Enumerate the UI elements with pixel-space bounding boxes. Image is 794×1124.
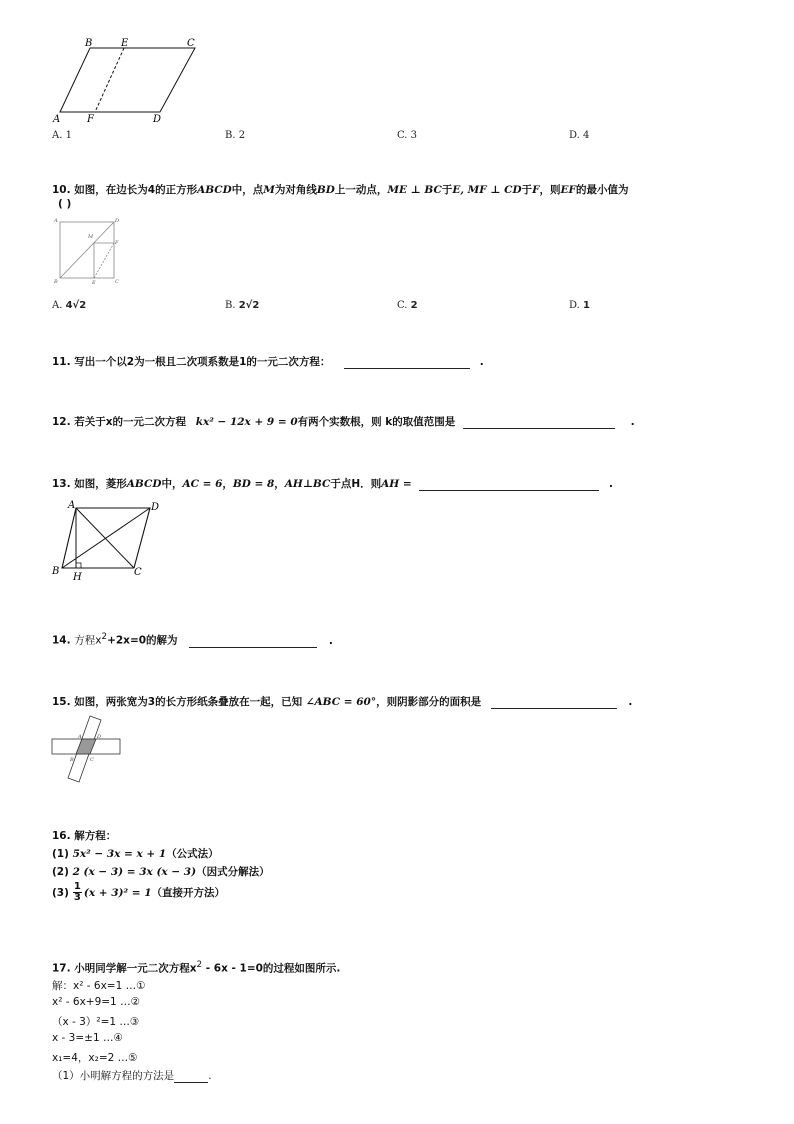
- q9-label-b: B: [85, 38, 93, 49]
- q12-question: [52, 414, 635, 429]
- q13-label-b: B: [52, 566, 60, 577]
- q10-option-b: [225, 300, 259, 311]
- q10-cond1: ME ⊥ BC: [387, 184, 442, 196]
- q16-title: 16. 解方程：: [52, 830, 117, 842]
- q17-step-2: x² - 6x+9=1 …②: [52, 996, 140, 1008]
- q14-text: +2x=0的解为: [107, 634, 178, 647]
- q16-item-method: （因式分解法）: [196, 866, 270, 878]
- q10-f: F: [532, 184, 540, 196]
- q10-option-letter: D.: [569, 300, 580, 311]
- q11-text: 写出一个以2为一根且二次项系数是1的一元二次方程：: [74, 356, 331, 368]
- q9-label-c: C: [187, 38, 195, 49]
- q16-item-num: (1): [52, 848, 69, 860]
- q16-item-method: （公式法）: [166, 848, 219, 860]
- q10-text: 中，点: [231, 184, 264, 196]
- q15-text: 如图，两张宽为3的长方形纸条叠放在一起，已知: [74, 696, 303, 708]
- q10-option-c: [397, 300, 418, 311]
- q15-text: ，则阴影部分的面积是: [376, 696, 482, 708]
- q10-text: 如图，在边长为4的正方形: [74, 184, 198, 196]
- q14-answer-blank[interactable]: [189, 635, 317, 648]
- q13-ac: AC = 6: [182, 478, 223, 490]
- q14-exponent: 2: [101, 632, 108, 642]
- q9-label-e: E: [121, 38, 129, 49]
- q13-text: 中，: [161, 478, 183, 490]
- q16-item-equation: 2 (x − 3) = 3x (x − 3): [72, 866, 197, 878]
- q10-answer-paren: ( ): [58, 198, 72, 210]
- q13-ah-perp: AH⊥BC: [284, 478, 331, 490]
- q17-sub1-text: （1）小明解方程的方法是: [52, 1070, 175, 1082]
- q13-text: 于点H．则: [330, 478, 382, 490]
- q13-label-d: D: [151, 502, 160, 513]
- q13-ah-eq: AH =: [381, 478, 412, 490]
- q10-label-c: C: [115, 279, 119, 285]
- q16-item-num: (3): [52, 886, 69, 899]
- q10-option-value: 2√2: [238, 300, 260, 311]
- q17-title: [52, 960, 340, 976]
- q13-text: ，: [274, 478, 285, 490]
- q9-parallelogram-figure: [45, 36, 235, 124]
- q10-abcd: ABCD: [197, 184, 232, 196]
- q13-answer-blank[interactable]: [419, 478, 599, 491]
- q10-number: 10.: [52, 184, 71, 196]
- q9-label-a: A: [53, 114, 61, 124]
- q10-label-a: A: [54, 218, 58, 224]
- q9-label-f: F: [87, 114, 94, 124]
- q17-sub1-blank[interactable]: [174, 1071, 208, 1083]
- q11-answer-blank[interactable]: [344, 356, 470, 369]
- q17-step-4: x - 3=±1 …④: [52, 1032, 123, 1044]
- q16-item-equation: 5x² − 3x = x + 1: [72, 848, 167, 860]
- q13-label-c: C: [134, 567, 142, 578]
- q17-subquestion-1: [52, 1068, 212, 1083]
- q16-item-equation: (x + 3)² = 1: [83, 886, 152, 899]
- q16-item-2: [52, 864, 270, 879]
- q16-fraction-numerator: 1: [73, 881, 81, 892]
- q12-number: 12.: [52, 416, 71, 428]
- q10-cond2: E, MF ⊥ CD: [452, 184, 522, 196]
- q16-item-3: [52, 882, 225, 903]
- q10-text: 于: [521, 184, 533, 196]
- q17-step-1: 解：x² - 6x=1 …①: [52, 980, 146, 992]
- q13-end: .: [609, 478, 613, 490]
- q10-option-value: 2: [410, 300, 418, 311]
- q17-step-3: （x - 3）²=1 …③: [52, 1016, 140, 1028]
- q15-label-b: B: [70, 757, 74, 763]
- q10-text: 上一动点，: [334, 184, 388, 196]
- q10-label-e: E: [92, 280, 96, 286]
- q9-option-a: A. 1: [52, 130, 72, 141]
- q13-bd: BD = 8: [232, 478, 275, 490]
- q10-text: 于: [441, 184, 453, 196]
- q10-text: 的最小值为: [576, 184, 629, 196]
- q10-text: ，则: [539, 184, 561, 196]
- q16-item-1: [52, 846, 219, 861]
- q13-text: 如图，菱形: [74, 478, 127, 490]
- q12-equation: kx² − 12x + 9 = 0: [195, 416, 298, 428]
- q9-option-d: D. 4: [569, 130, 590, 141]
- q15-label-c: C: [90, 757, 94, 763]
- q10-option-value: 1: [583, 300, 590, 311]
- q13-question: [52, 476, 613, 491]
- q9-option-c: C. 3: [397, 130, 418, 141]
- q11-question: [52, 354, 484, 369]
- q10-label-b: B: [54, 279, 58, 285]
- q15-number: 15.: [52, 696, 71, 708]
- q13-text: ，: [222, 478, 233, 490]
- q10-bd: BD: [316, 184, 335, 196]
- q10-m: M: [263, 184, 275, 196]
- q16-fraction: [73, 882, 82, 903]
- q10-square-figure: [52, 216, 122, 286]
- q17-step-5: x₁=4，x₂=2 …⑤: [52, 1052, 138, 1064]
- q16-fraction-denominator: 3: [73, 892, 81, 903]
- q10-option-letter: C.: [397, 300, 408, 311]
- q9-label-d: D: [153, 114, 162, 124]
- q12-text: 若关于x的一元二次方程: [74, 416, 187, 428]
- q15-answer-blank[interactable]: [491, 696, 617, 709]
- q17-title-text: 17. 小明同学解一元二次方程x: [52, 962, 197, 975]
- q10-label-m: M: [88, 234, 94, 240]
- q10-option-value: 4√2: [65, 300, 87, 311]
- q12-answer-blank[interactable]: [463, 416, 615, 429]
- q9-option-b: B. 2: [225, 130, 246, 141]
- q14-number: 14.: [52, 634, 71, 647]
- q16-item-method: （直接开方法）: [151, 887, 225, 899]
- q10-text: 为对角线: [274, 184, 317, 196]
- q14-end: .: [328, 634, 333, 647]
- q15-angle: ∠ABC = 60°: [305, 696, 377, 708]
- q14-text: 方程x: [74, 634, 102, 647]
- q12-end: .: [630, 416, 635, 428]
- q12-text: 有两个实数根，则 k的取值范围是: [297, 416, 456, 428]
- q13-abcd: ABCD: [126, 478, 162, 490]
- q10-question: [52, 182, 629, 197]
- q11-number: 11.: [52, 356, 71, 368]
- q15-strips-figure: [50, 712, 130, 784]
- q10-option-d: [569, 300, 590, 311]
- q10-option-letter: A.: [52, 300, 63, 311]
- q15-question: [52, 694, 632, 709]
- q10-option-a: [52, 300, 86, 311]
- q13-label-h: H: [73, 572, 82, 583]
- q17-sub1-end: .: [208, 1070, 212, 1082]
- q13-label-a: A: [68, 500, 76, 511]
- q10-label-f: F: [115, 240, 119, 246]
- q15-label-d: D: [97, 734, 102, 740]
- q10-ef: EF: [560, 184, 577, 196]
- q15-end: .: [628, 696, 633, 708]
- q13-rhombus-figure: [48, 498, 168, 584]
- q15-label-a: A: [78, 734, 82, 740]
- q17-exponent: 2: [196, 960, 203, 970]
- q10-label-d: D: [115, 218, 120, 224]
- q17-title-text: - 6x - 1=0的过程如图所示.: [202, 962, 341, 975]
- q11-end: .: [479, 356, 484, 368]
- q13-number: 13.: [52, 478, 71, 490]
- q16-item-num: (2): [52, 866, 69, 878]
- q14-question: [52, 632, 333, 648]
- q10-option-letter: B.: [225, 300, 236, 311]
